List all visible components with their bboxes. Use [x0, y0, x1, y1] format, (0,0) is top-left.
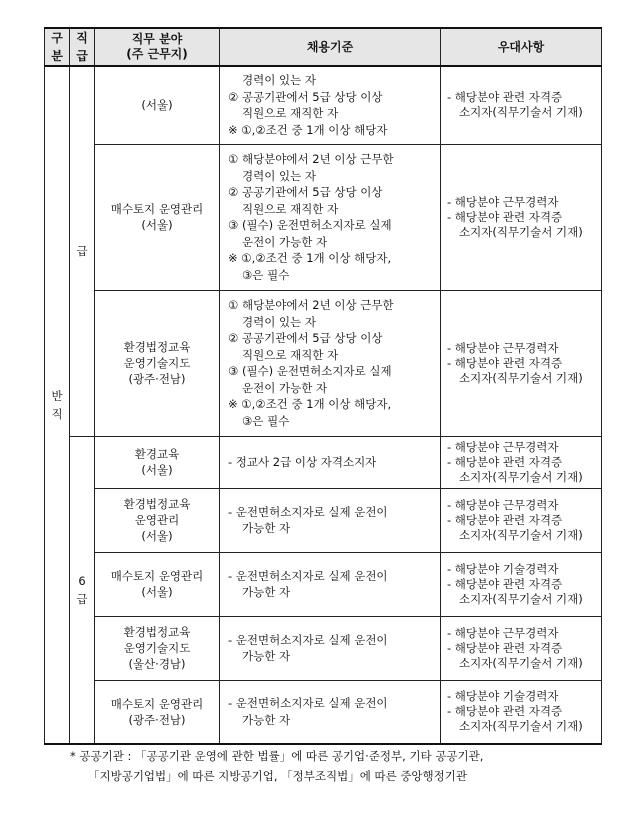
job-field-line: 운영기술지도: [123, 641, 191, 655]
header-field-1: 직무 분야: [131, 32, 183, 46]
criteria-line: 가능한 자: [242, 521, 291, 535]
grade-cell: [70, 436, 95, 744]
preference-cell: [441, 66, 602, 144]
criteria-line: ② 공공기관에서 5급 상당 이상: [228, 331, 383, 345]
preference-line: - 해당분야 관련 자격증: [447, 704, 563, 719]
grade-cell: [70, 66, 95, 436]
job-field-cell: [95, 488, 220, 552]
grade-a-char: 급: [76, 244, 88, 259]
criteria-cell: [220, 488, 441, 552]
preference-line: - 해당분야 근무경력자: [447, 625, 559, 640]
criteria-line: ② 공공기관에서 5급 상당 이상: [228, 185, 383, 199]
header-classification: [45, 28, 70, 66]
preference-line: - 해당분야 관련 자격증: [447, 454, 563, 469]
header-classification-1: 구: [51, 31, 63, 45]
header-grade-1: 직: [76, 31, 88, 45]
grade-b-char: 급: [76, 591, 88, 606]
criteria-cell: [220, 552, 441, 616]
preference-line: - 해당분야 관련 자격증: [447, 512, 563, 527]
table-row: [45, 552, 602, 616]
classification-char: 반: [51, 389, 63, 403]
job-field-cell: [95, 144, 220, 290]
table-row: [45, 290, 602, 436]
criteria-line: 경력이 있는 자: [242, 314, 316, 329]
job-field-line: 환경법정교육: [123, 497, 191, 511]
job-field-line: 매수토지 운영관리: [110, 202, 204, 216]
criteria-line: 직원으로 재직한 자: [242, 106, 339, 121]
preference-cell: [441, 552, 602, 616]
preference-line: 소지자(직무기술서 기재): [459, 527, 583, 542]
job-field-cell: [95, 616, 220, 680]
classification-cell: [45, 66, 70, 744]
criteria-line: 가능한 자: [242, 712, 291, 727]
job-field-line: 환경법정교육: [123, 340, 191, 354]
job-field-line: (광주·전남): [128, 372, 186, 386]
criteria-line: ※ ①,②조건 중 1개 이상 해당자: [228, 122, 388, 137]
job-field-cell: [95, 66, 220, 144]
job-field-cell: [95, 290, 220, 436]
table-row: [45, 616, 602, 680]
header-grade: [70, 28, 95, 66]
criteria-line: 직원으로 재직한 자: [242, 347, 339, 362]
criteria-cell: [220, 616, 441, 680]
table-row: [45, 436, 602, 488]
job-field-cell: [95, 436, 220, 488]
criteria-line: ③은 필수: [242, 267, 290, 282]
preference-line: 소지자(직무기술서 기재): [459, 591, 583, 606]
job-field-line: (서울): [141, 463, 173, 477]
criteria-line: 운전이 가능한 자: [242, 234, 328, 249]
header-preference: 우대사항: [441, 28, 602, 66]
job-field-cell: [95, 552, 220, 616]
job-field-line: 환경교육: [134, 447, 180, 461]
preference-line: - 해당분야 근무경력자: [447, 340, 559, 355]
preference-cell: [441, 290, 602, 436]
preference-line: 소지자(직무기술서 기재): [459, 370, 583, 385]
criteria-line: - 운전면허소지자로 실제 운전이: [228, 632, 388, 647]
job-field-line: (서울): [141, 529, 173, 543]
criteria-line: 직원으로 재직한 자: [242, 201, 339, 216]
preference-line: 소지자(직무기술서 기재): [459, 224, 583, 239]
preference-line: - 해당분야 근무경력자: [447, 439, 559, 454]
table-row: [45, 66, 602, 144]
classification-char: 직: [51, 407, 63, 421]
job-field-line: (광주·전남): [128, 712, 186, 727]
preference-line: - 해당분야 근무경력자: [447, 194, 559, 209]
preference-line: 소지자(직무기술서 기재): [459, 719, 583, 734]
preference-line: - 해당분야 기술경력자: [447, 689, 559, 704]
criteria-line: 경력이 있는 자: [242, 73, 316, 88]
criteria-line: ③ (필수) 운전면허소지자로 실제: [228, 218, 392, 232]
grade-b-text: [76, 572, 87, 608]
preference-line: 소지자(직무기술서 기재): [459, 105, 583, 120]
footnote-line-1: * 공공기관 : 「공공기관 운영에 관한 법률」에 따른 공기업·준정부, 기타 공공기관,: [70, 749, 484, 763]
header-classification-2: 분: [51, 49, 63, 63]
job-field-cell: [95, 680, 220, 744]
job-field-line: (서울): [141, 218, 173, 232]
criteria-line: 가능한 자: [242, 649, 291, 663]
job-field-line: 운영기술지도: [123, 356, 191, 370]
header-criteria: 채용기준: [220, 28, 441, 66]
job-field-line: 환경법정교육: [123, 625, 191, 639]
preference-line: 소지자(직무기술서 기재): [459, 655, 583, 670]
criteria-line: 가능한 자: [242, 585, 291, 599]
criteria-cell: [220, 436, 441, 488]
header-field-2: (주 근무지): [126, 47, 188, 61]
criteria-line: 경력이 있는 자: [242, 168, 316, 183]
preference-line: - 해당분야 관련 자격증: [447, 576, 563, 591]
preference-cell: [441, 436, 602, 488]
table-row: [45, 488, 602, 552]
criteria-line: ② 공공기관에서 5급 상당 이상: [228, 89, 383, 104]
criteria-cell: [220, 680, 441, 744]
footnote-line-2: 「지방공기업법」에 따른 지방공기업, 「정부조직법」에 따른 중앙행정기관: [88, 769, 467, 783]
job-field-line: (서울): [141, 585, 173, 599]
footnote: [70, 746, 483, 786]
preference-line: - 해당분야 기술경력자: [447, 561, 559, 576]
preference-line: - 해당분야 관련 자격증: [447, 209, 563, 224]
criteria-line: ※ ①,②조건 중 1개 이상 해당자,: [228, 397, 392, 411]
job-field-line: (울산·경남): [128, 657, 186, 671]
table-header-row: [45, 28, 602, 66]
criteria-line: ① 해당분야에서 2년 이상 근무한: [228, 298, 394, 312]
criteria-line: 운전이 가능한 자: [242, 380, 328, 395]
preference-line: - 해당분야 관련 자격증: [447, 90, 563, 105]
header-field: [95, 28, 220, 66]
criteria-line: ③은 필수: [242, 413, 290, 428]
grade-b-char: 6: [78, 573, 86, 588]
classification-text: [51, 387, 62, 423]
criteria-line: ① 해당분야에서 2년 이상 근무한: [228, 152, 394, 166]
criteria-line: ※ ①,②조건 중 1개 이상 해당자,: [228, 251, 392, 265]
criteria-line: - 운전면허소지자로 실제 운전이: [228, 504, 388, 519]
criteria-line: - 운전면허소지자로 실제 운전이: [228, 696, 388, 711]
preference-cell: [441, 488, 602, 552]
grade-a-text: [76, 242, 87, 260]
criteria-cell: [220, 66, 441, 144]
criteria-cell: [220, 290, 441, 436]
recruitment-table: [44, 27, 602, 745]
job-field-line: (서울): [141, 98, 173, 113]
preference-line: - 해당분야 관련 자격증: [447, 355, 563, 370]
preference-cell: [441, 616, 602, 680]
header-grade-2: 급: [76, 49, 88, 63]
preference-line: - 해당분야 근무경력자: [447, 497, 559, 512]
preference-cell: [441, 144, 602, 290]
job-field-line: 매수토지 운영관리: [110, 696, 204, 711]
preference-cell: [441, 680, 602, 744]
criteria-line: - 정교사 2급 이상 자격소지자: [228, 454, 377, 469]
preference-line: - 해당분야 관련 자격증: [447, 640, 563, 655]
table-row: [45, 680, 602, 744]
criteria-cell: [220, 144, 441, 290]
criteria-line: ③ (필수) 운전면허소지자로 실제: [228, 364, 392, 378]
table-row: [45, 144, 602, 290]
job-field-line: 매수토지 운영관리: [110, 569, 204, 583]
preference-line: 소지자(직무기술서 기재): [459, 469, 583, 484]
job-field-line: 운영관리: [134, 513, 180, 527]
criteria-line: - 운전면허소지자로 실제 운전이: [228, 568, 388, 583]
